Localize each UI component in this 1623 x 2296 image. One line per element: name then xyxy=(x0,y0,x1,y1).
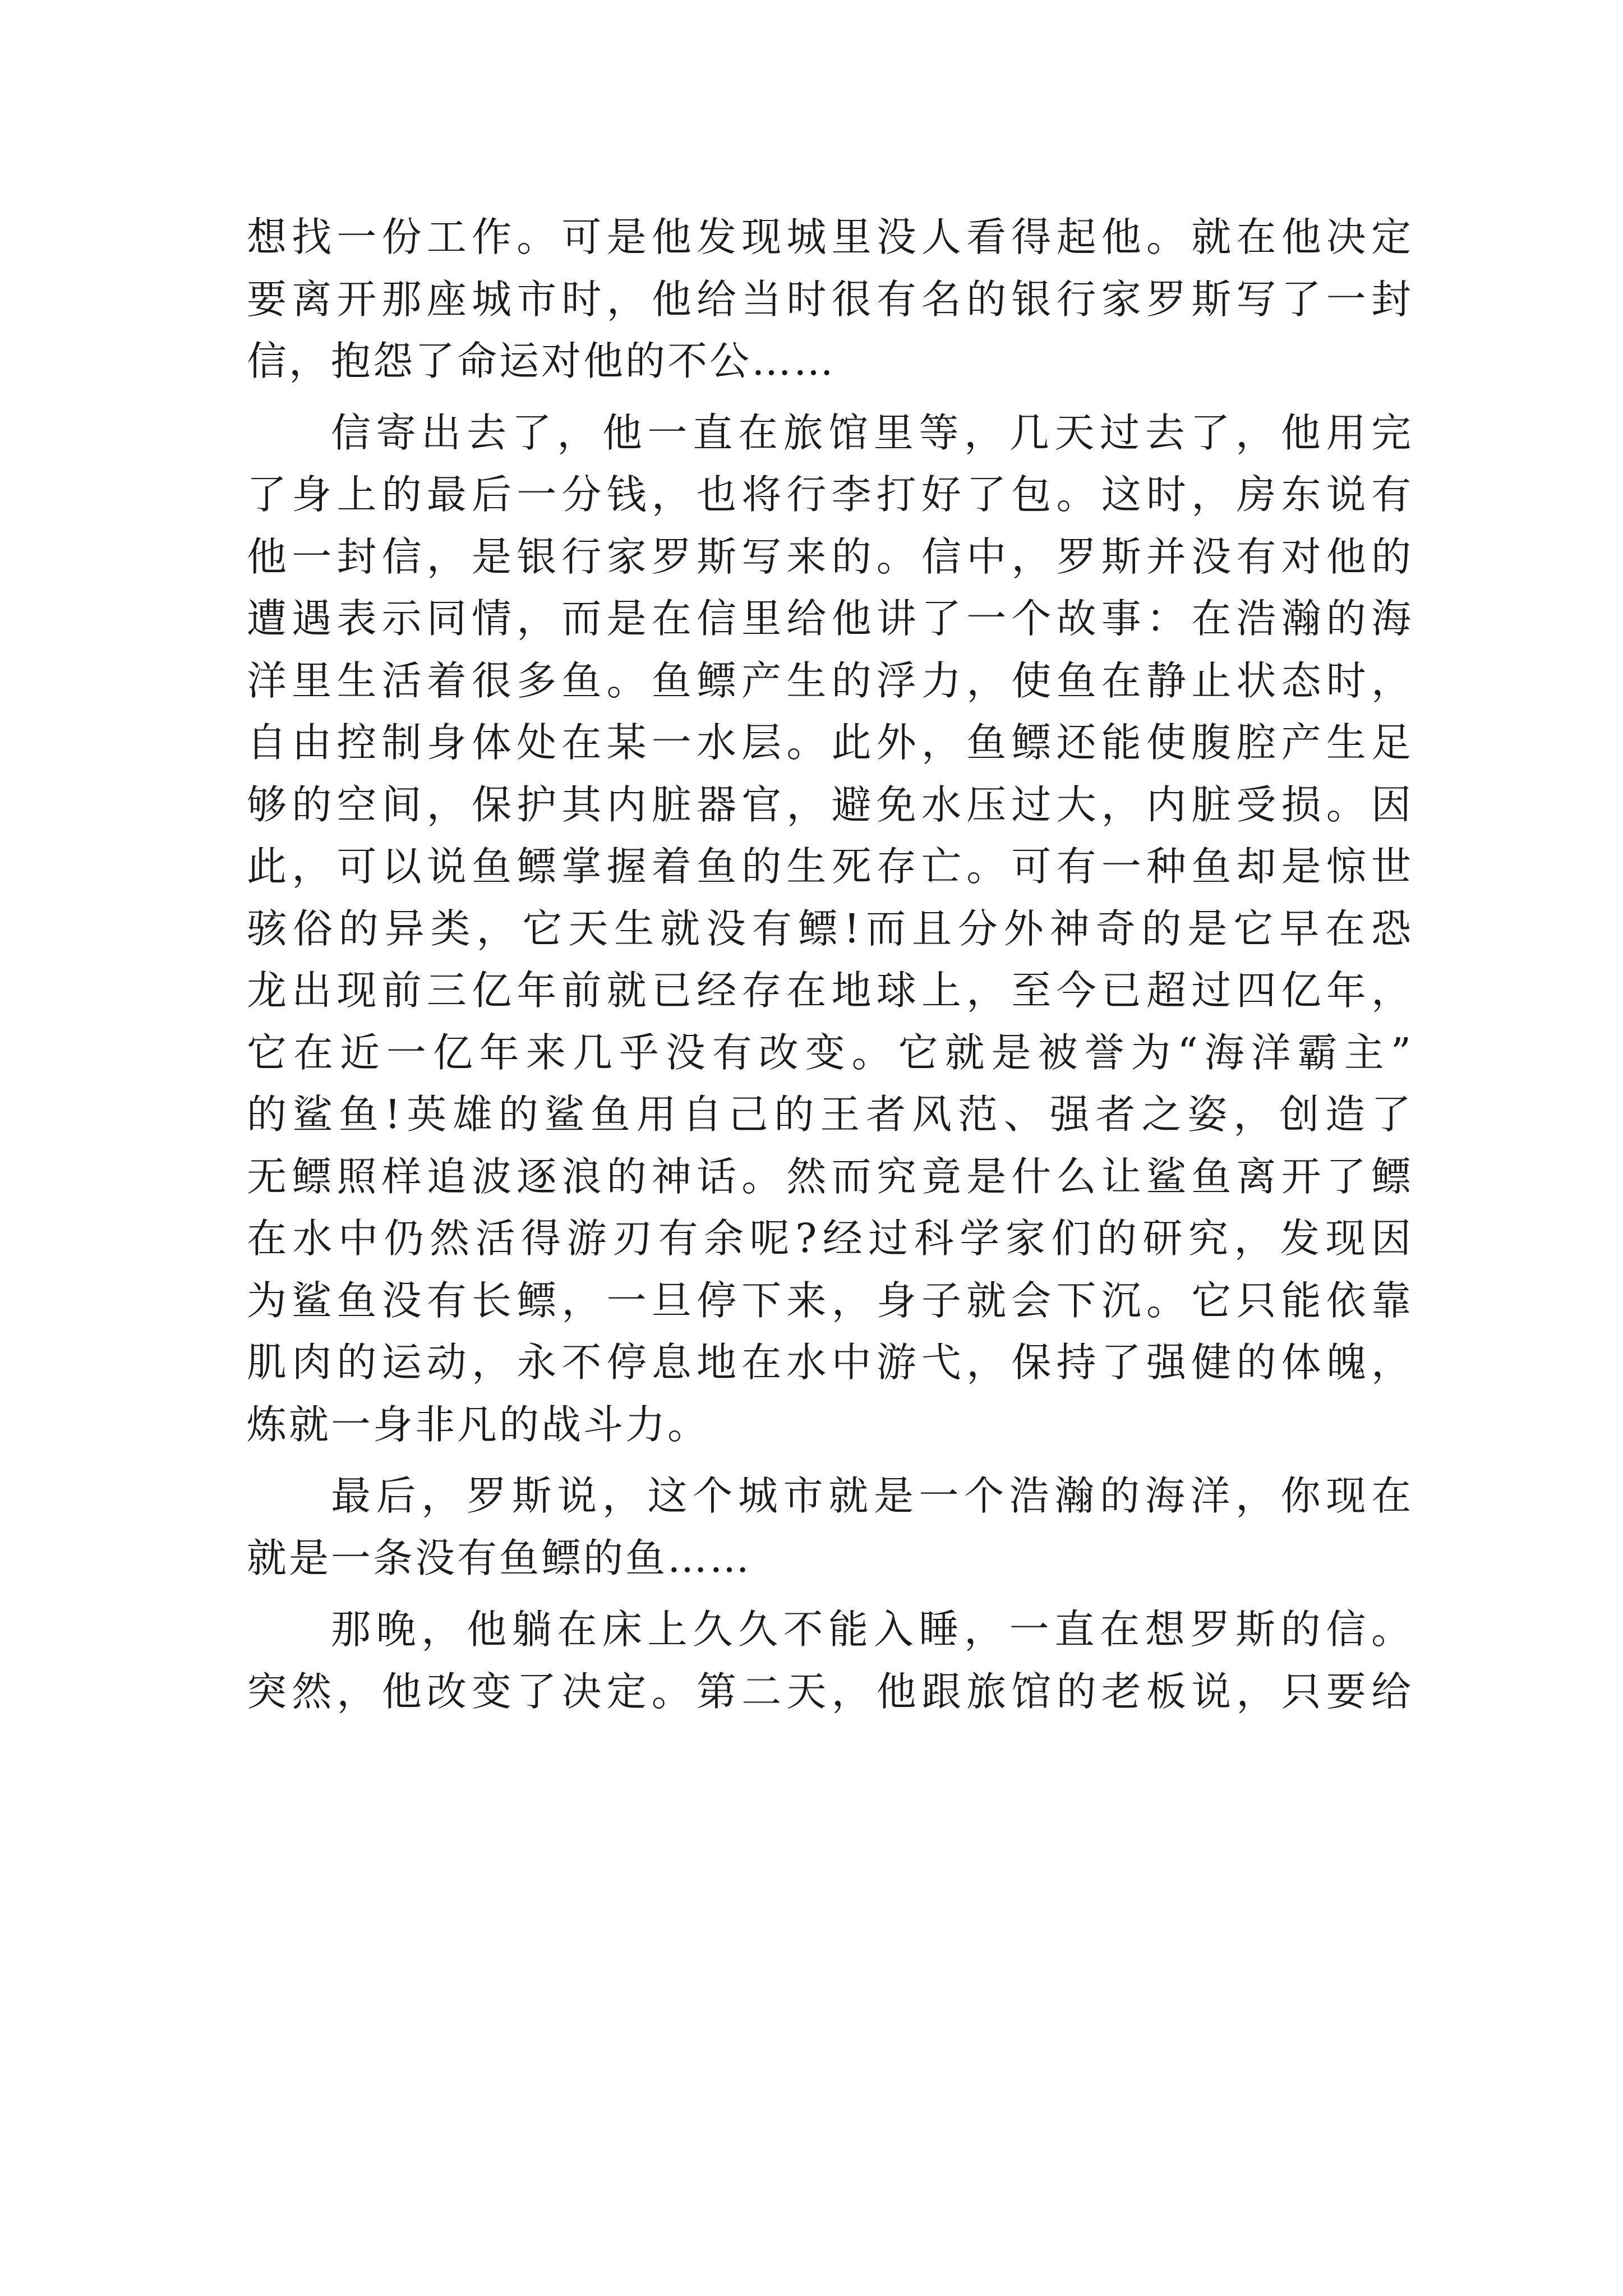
text-line: 他一封信，是银行家罗斯写来的。信中，罗斯并没有对他的 xyxy=(247,533,1413,580)
text-line: 炼就一身非凡的战斗力。 xyxy=(247,1401,710,1448)
text-line: 无鳔照样追波逐浪的神话。然而究竟是什么让鲨鱼离开了鳔 xyxy=(247,1153,1413,1200)
text-line: 龙出现前三亿年前就已经存在地球上，至今已超过四亿年， xyxy=(247,967,1413,1014)
text-line: 为鲨鱼没有长鳔，一旦停下来，身子就会下沉。它只能依靠 xyxy=(247,1277,1413,1324)
text-line: 它在近一亿年来几乎没有改变。它就是被誉为“海洋霸主” xyxy=(247,1029,1413,1076)
text-line: 在水中仍然活得游刃有余呢?经过科学家们的研究，发现因 xyxy=(247,1215,1413,1262)
text-line: 最后，罗斯说，这个城市就是一个浩瀚的海洋，你现在 xyxy=(331,1473,1413,1519)
text-line: 信寄出去了，他一直在旅馆里等，几天过去了，他用完 xyxy=(331,409,1413,456)
paragraph-3 xyxy=(247,1465,1413,1589)
text-line: 信，抱怨了命运对他的不公…… xyxy=(247,338,836,384)
text-line: 肌肉的运动，永不停息地在水中游弋，保持了强健的体魄， xyxy=(247,1339,1413,1386)
text-line: 了身上的最后一分钱，也将行李打好了包。这时，房东说有 xyxy=(247,471,1413,518)
paragraph-1 xyxy=(247,206,1413,393)
text-line: 洋里生活着很多鱼。鱼鳔产生的浮力，使鱼在静止状态时， xyxy=(247,657,1413,704)
text-line: 此，可以说鱼鳔掌握着鱼的生死存亡。可有一种鱼却是惊世 xyxy=(247,843,1413,890)
text-line: 骇俗的异类，它天生就没有鳔!而且分外神奇的是它早在恐 xyxy=(247,905,1413,952)
paragraph-4 xyxy=(247,1599,1413,1723)
document-body xyxy=(247,206,1413,1723)
paragraph-2 xyxy=(247,402,1413,1456)
text-line: 要离开那座城市时，他给当时很有名的银行家罗斯写了一封 xyxy=(247,275,1413,323)
text-line: 突然，他改变了决定。第二天，他跟旅馆的老板说，只要给 xyxy=(247,1668,1413,1715)
text-line: 的鲨鱼!英雄的鲨鱼用自己的王者风范、强者之姿，创造了 xyxy=(247,1091,1413,1138)
text-line: 遭遇表示同情，而是在信里给他讲了一个故事：在浩瀚的海 xyxy=(247,595,1413,642)
text-line: 够的空间，保护其内脏器官，避免水压过大，内脏受损。因 xyxy=(247,781,1413,828)
text-line: 自由控制身体处在某一水层。此外，鱼鳔还能使腹腔产生足 xyxy=(247,719,1413,766)
text-line: 就是一条没有鱼鳔的鱼…… xyxy=(247,1534,752,1581)
text-line: 想找一份工作。可是他发现城里没人看得起他。就在他决定 xyxy=(247,214,1413,260)
text-line: 那晚，他躺在床上久久不能入睡，一直在想罗斯的信。 xyxy=(331,1606,1413,1653)
